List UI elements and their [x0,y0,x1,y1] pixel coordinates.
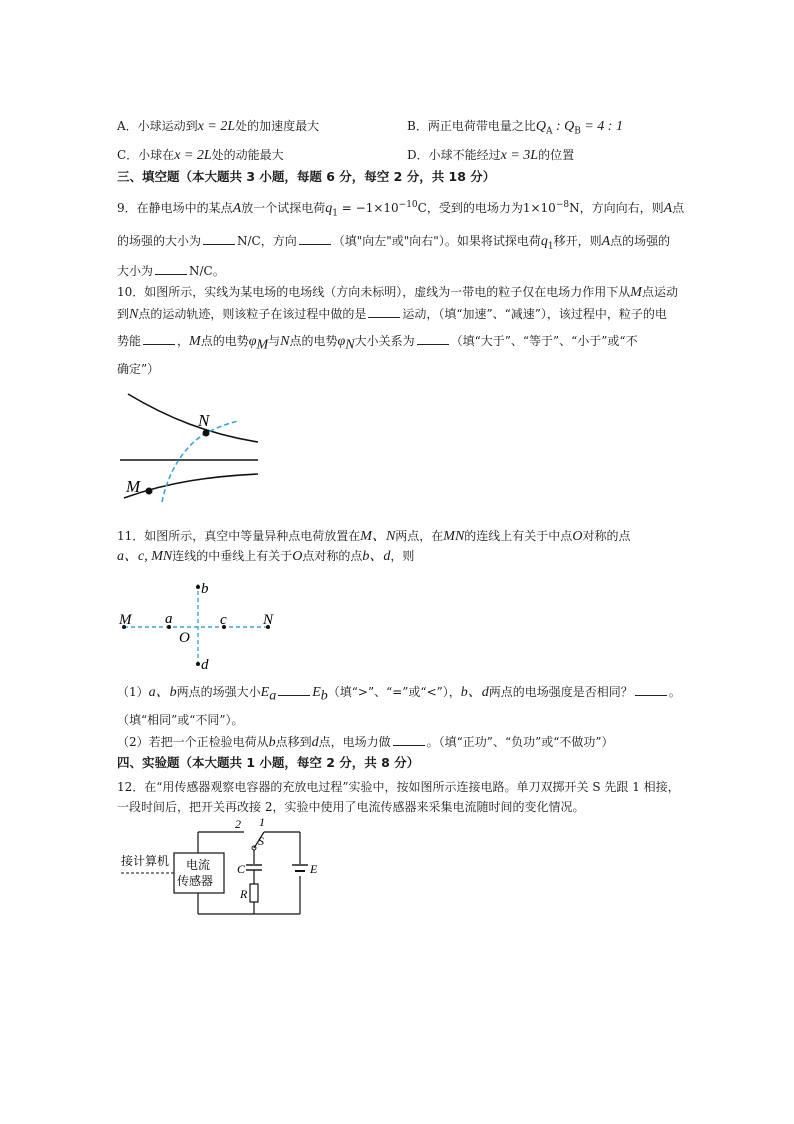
option-c: C．小球在x = 2L处的动能最大 [117,148,284,163]
charges-figure [118,576,288,676]
point-d [196,662,200,666]
q10-line1: 10．如图所示，实线为某电场的电场线（方向未标明），虚线为一带电的粒子仅在电场力作用下从M点运动 [117,285,678,300]
label-c: c [220,612,227,628]
label-b: b [201,581,209,597]
label-r: R [240,887,248,901]
point-b [196,585,200,589]
q12-line2: 一段时间后，把开关再改接 2，实验中使用了电流传感器来采集电流随时间的变化情况。 [117,800,585,814]
q12-line1: 12．在“用传感器观察电容器的充放电过程”实验中，按如图所示连接电路。单刀双掷开关 S 先跟 1 相接， [117,780,680,794]
label-m: M [126,477,141,496]
option-d: D．小球不能经过x = 3L的位置 [407,148,575,163]
trajectory-dashed [162,421,238,502]
label-2: 2 [235,817,241,831]
section4-title: 四、实验题（本大题共 1 小题，每空 2 分，共 8 分） [117,755,420,770]
label-o: O [179,630,190,646]
blank[interactable] [155,263,187,275]
label-m: M [119,612,132,628]
label-s: S [258,834,264,848]
q10-line3: 势能 ，M点的电势$\varphi_M$与N点的电势$\varphi_N$大小关系为 （填“大于”、“等于”、“小于”或“不 [117,334,638,353]
blank[interactable] [635,684,667,696]
blank[interactable] [393,734,425,746]
q11-line2: a、c, MN连线的中垂线上有关于O点对称的点b、d，则 [117,549,415,564]
blank[interactable] [299,233,331,245]
blank[interactable] [143,333,175,345]
blank[interactable] [203,233,235,245]
option-a: A．小球运动到x = 2L处的加速度最大 [117,119,320,134]
field-line-figure [118,390,258,510]
label-d: d [201,657,209,673]
blank[interactable] [417,333,449,345]
q11-sub2: （2）若把一个正检验电荷从b点移到d点，电场力做 。（填“正功”、“负功”或“不做功”） [117,735,614,750]
q11-sub1-note: （填“相同”或“不同”）。 [117,713,244,727]
q9-line3: 大小为 N/C。 [117,264,225,278]
label-1: 1 [259,815,265,829]
field-line-bottom [124,474,258,498]
section3-title: 三、填空题（本大题共 3 小题，每题 6 分，每空 2 分，共 18 分） [117,169,496,184]
blank[interactable] [368,306,400,318]
point-n [203,430,210,437]
q9-line1: 9．在静电场中的某点A放一个试探电荷$q_1 = -1\times 10^{-10}C$，受到的电场力为$1\times 10^{-8}N$，方向向右，则A点 [117,200,685,219]
point-m [146,488,153,495]
circuit-diagram [118,815,328,918]
sensor-label-1: 电流 [186,858,211,872]
label-c: C [237,862,246,876]
q9-line2: 的场强的大小为 N/C，方向 （填"向左"或"向右"）。如果将试探电荷$q_1$移开，则A点的场强的 [117,234,671,252]
resistor [250,884,258,902]
q11-sub1: （1）a、b两点的场强大小$E_a$ $E_b$（填“>”、“=”或“<”），b、d两点的电场强度是否相同？ 。 [117,685,681,704]
blank[interactable] [278,684,310,696]
label-n: N [263,612,274,628]
option-b: B．两正电荷带电量之比$Q_A$ : $Q_B = 4$ : 1 [407,119,623,137]
computer-label: 接计算机 [121,854,170,868]
label-a: a [165,611,173,627]
q11-line1: 11．如图所示，真空中等量异种点电荷放置在M、N两点，在MN的连线上有关于中点O对称的点 [117,529,631,544]
field-line-top [128,394,258,442]
label-e: E [310,862,318,876]
q10-line2: 到N点的运动轨迹，则该粒子在该过程中做的是 运动，（填“加速”、“减速”），该过程中，粒子的电 [117,307,667,322]
q10-line4: 确定”） [117,362,160,376]
sensor-label-2: 传感器 [177,874,214,888]
label-n: N [198,411,210,430]
